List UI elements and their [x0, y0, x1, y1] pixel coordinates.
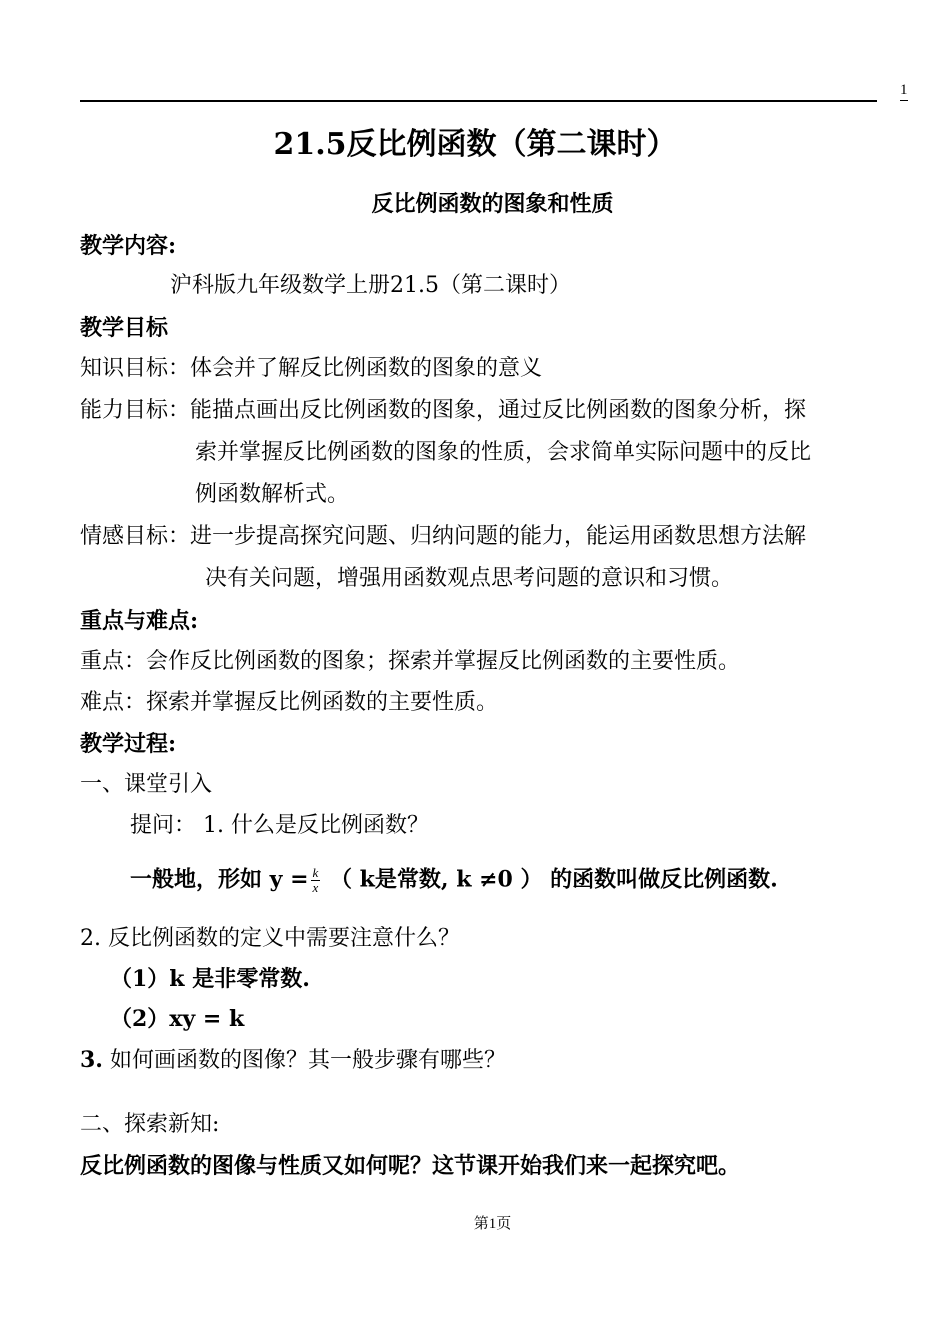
question-2: 2. 反比例函数的定义中需要注意什么？	[80, 926, 460, 951]
difficult-point: 难点：探索并掌握反比例函数的主要性质。	[80, 690, 499, 715]
footer-page-label: 第1页	[473, 1216, 512, 1232]
key-point: 重点：会作反比例函数的图象；探索并掌握反比例函数的主要性质。	[80, 649, 741, 674]
emotion-goal-line-1: 情感目标：进一步提高探究问题、归纳问题的能力，能运用函数思想方法解	[80, 524, 807, 549]
definition-suffix: （ k是常数, k ≠0 ） 的函数叫做反比例函数.	[322, 866, 778, 893]
fraction-k-over-x	[311, 866, 321, 895]
goals-heading: 教学目标	[80, 315, 169, 341]
key-difficult-heading: 重点与难点:	[80, 608, 199, 634]
document-title: 21.5反比例函数（第二课时）	[273, 127, 677, 162]
definition-statement	[130, 866, 778, 895]
question-3-text: 如何画函数的图像？其一般步骤有哪些？	[102, 1048, 506, 1073]
header-page-number: 1	[900, 82, 908, 101]
ability-goal-line-2: 索并掌握反比例函数的图象的性质，会求简单实际问题中的反比	[195, 440, 812, 465]
content-text: 沪科版九年级数学上册21.5（第二课时）	[170, 273, 571, 298]
note-1: （1）k 是非零常数.	[110, 966, 310, 992]
fraction-denominator: x	[312, 880, 319, 895]
note-2: （2）xy = k	[110, 1006, 245, 1032]
question-3	[80, 1047, 506, 1074]
process-heading: 教学过程:	[80, 731, 177, 757]
ability-goal-line-1: 能力目标：能描点画出反比例函数的图象，通过反比例函数的图象分析，探	[80, 398, 807, 423]
ability-goal-line-3: 例函数解析式。	[195, 482, 350, 507]
emotion-goal-line-2: 决有关问题，增强用函数观点思考问题的意识和习惯。	[205, 566, 734, 591]
fraction-numerator: k	[312, 865, 319, 880]
definition-prefix: 一般地，形如 y =	[130, 866, 309, 893]
header-rule	[80, 100, 877, 102]
part1-heading: 一、课堂引入	[80, 772, 213, 797]
content-heading: 教学内容:	[80, 233, 177, 259]
part2-heading: 二、探索新知:	[80, 1112, 220, 1137]
document-subtitle: 反比例函数的图象和性质	[371, 191, 614, 217]
knowledge-goal: 知识目标：体会并了解反比例函数的图象的意义	[80, 356, 543, 381]
part2-text: 反比例函数的图像与性质又如何呢？这节课开始我们来一起探究吧。	[80, 1153, 741, 1179]
question-3-number: 3.	[80, 1047, 103, 1073]
question-1: 提问： 1. 什么是反比例函数？	[130, 813, 429, 838]
